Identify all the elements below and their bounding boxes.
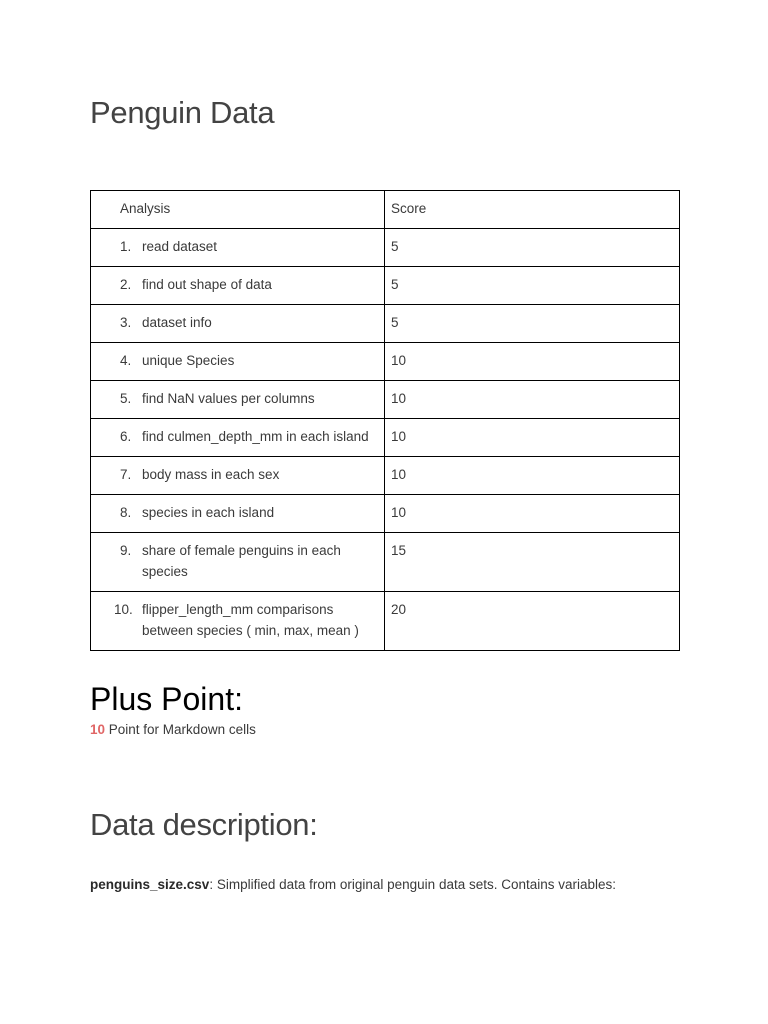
table-row — [91, 592, 680, 651]
analysis-cell — [91, 381, 385, 419]
plus-point-line — [90, 720, 256, 740]
analysis-cell — [91, 457, 385, 495]
column-header-score: Score — [385, 191, 680, 229]
item-task: find out shape of data — [142, 277, 272, 292]
item-task: body mass in each sex — [142, 467, 280, 482]
analysis-cell — [91, 229, 385, 267]
score-cell: 5 — [385, 229, 680, 267]
score-cell: 10 — [385, 343, 680, 381]
item-number: 2. — [120, 277, 132, 292]
table-row — [91, 457, 680, 495]
item-task: share of female penguins in each species — [142, 543, 341, 579]
table-header-row — [91, 191, 680, 229]
plus-point-text: Point for Markdown cells — [105, 722, 256, 737]
item-task: read dataset — [142, 239, 218, 254]
item-number: 4. — [120, 353, 132, 368]
item-task: find NaN values per columns — [142, 391, 315, 406]
table-row — [91, 495, 680, 533]
score-cell: 5 — [385, 305, 680, 343]
item-number: 9. — [120, 543, 132, 558]
table-row — [91, 419, 680, 457]
table-row — [91, 533, 680, 592]
plus-point-value: 10 — [90, 722, 106, 737]
score-cell: 20 — [385, 592, 680, 651]
item-task: find culmen_depth_mm in each island — [142, 429, 369, 444]
dataset-description-text: : Simplified data from original penguin data sets. Contains variables: — [209, 877, 617, 892]
item-number: 3. — [120, 315, 132, 330]
analysis-cell — [91, 343, 385, 381]
table-row — [91, 305, 680, 343]
item-task: species in each island — [142, 505, 275, 520]
page-title: Penguin Data — [90, 95, 275, 130]
item-number: 5. — [120, 391, 132, 406]
item-task: dataset info — [142, 315, 212, 330]
table-row — [91, 381, 680, 419]
data-description-heading: Data description: — [90, 807, 318, 842]
item-task: flipper_length_mm comparisons between species ( min, max, mean ) — [142, 602, 359, 638]
item-task: unique Species — [142, 353, 235, 368]
item-number: 7. — [120, 467, 132, 482]
score-cell: 10 — [385, 457, 680, 495]
analysis-cell — [91, 267, 385, 305]
score-cell: 15 — [385, 533, 680, 592]
analysis-cell — [91, 305, 385, 343]
table-row — [91, 229, 680, 267]
data-description-line — [90, 875, 616, 895]
item-number: 6. — [120, 429, 132, 444]
score-cell: 5 — [385, 267, 680, 305]
analysis-cell — [91, 592, 385, 651]
item-number: 1. — [120, 239, 132, 254]
score-table — [90, 190, 680, 651]
plus-point-heading: Plus Point: — [90, 681, 243, 717]
analysis-cell — [91, 495, 385, 533]
dataset-filename: penguins_size.csv — [90, 877, 210, 892]
table-row — [91, 267, 680, 305]
analysis-cell — [91, 533, 385, 592]
score-cell: 10 — [385, 381, 680, 419]
item-number: 8. — [120, 505, 132, 520]
score-cell: 10 — [385, 419, 680, 457]
score-cell: 10 — [385, 495, 680, 533]
item-number: 10. — [114, 602, 133, 617]
column-header-analysis: Analysis — [91, 191, 385, 229]
analysis-cell — [91, 419, 385, 457]
table-row — [91, 343, 680, 381]
